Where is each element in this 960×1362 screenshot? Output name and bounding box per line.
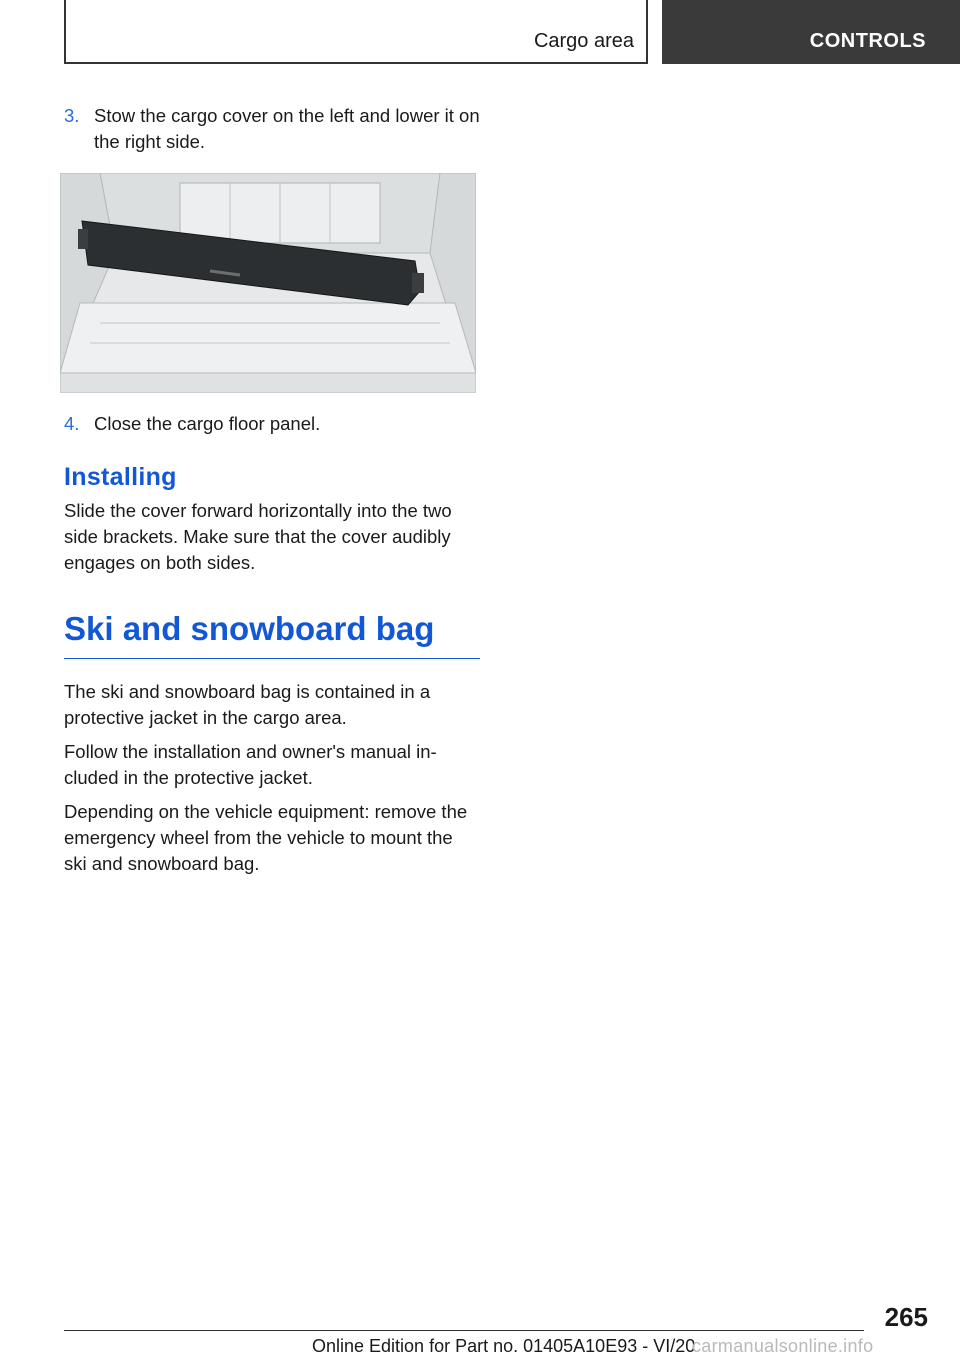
ski-bag-heading: Ski and snowboard bag	[64, 610, 480, 659]
cargo-area-drawing	[60, 173, 476, 393]
installing-text: Slide the cover forward horizontally into the two side brackets. Make sure that the cover audibly engages on both sides.	[64, 500, 452, 573]
installing-heading: Installing	[64, 463, 177, 491]
ski-bag-paragraph-1: The ski and snowboard bag is contained in a protective jacket in the cargo area.	[64, 681, 431, 728]
content-column	[64, 103, 480, 885]
header-section-box	[662, 0, 960, 64]
step-3	[64, 103, 480, 155]
page-number: 265	[884, 1302, 928, 1332]
header-title: Cargo area	[533, 30, 634, 52]
ski-bag-paragraph-2: Follow the installation and owner's manual included in the protective jacket.	[64, 741, 437, 788]
header-title-box	[64, 0, 648, 64]
footer-divider	[64, 1330, 864, 1331]
ski-bag-paragraph-3: Depending on the vehicle equipment: remove the emergency wheel from the vehicle to mount the ski and snowboard bag.	[64, 801, 468, 874]
edition-text: Online Edition for Part no. 01405A10E93 - VI/20	[312, 1336, 696, 1356]
step-4	[64, 411, 480, 437]
step-text: Close the cargo floor panel.	[94, 413, 321, 434]
watermark-text: carmanualsonline.info	[692, 1336, 874, 1356]
step-number: 4.	[64, 413, 80, 434]
cargo-cover-illustration	[60, 173, 476, 393]
step-number: 3.	[64, 105, 80, 126]
step-text: Stow the cargo cover on the left and lower it on the right side.	[94, 105, 480, 152]
header-section: CONTROLS	[809, 30, 926, 52]
